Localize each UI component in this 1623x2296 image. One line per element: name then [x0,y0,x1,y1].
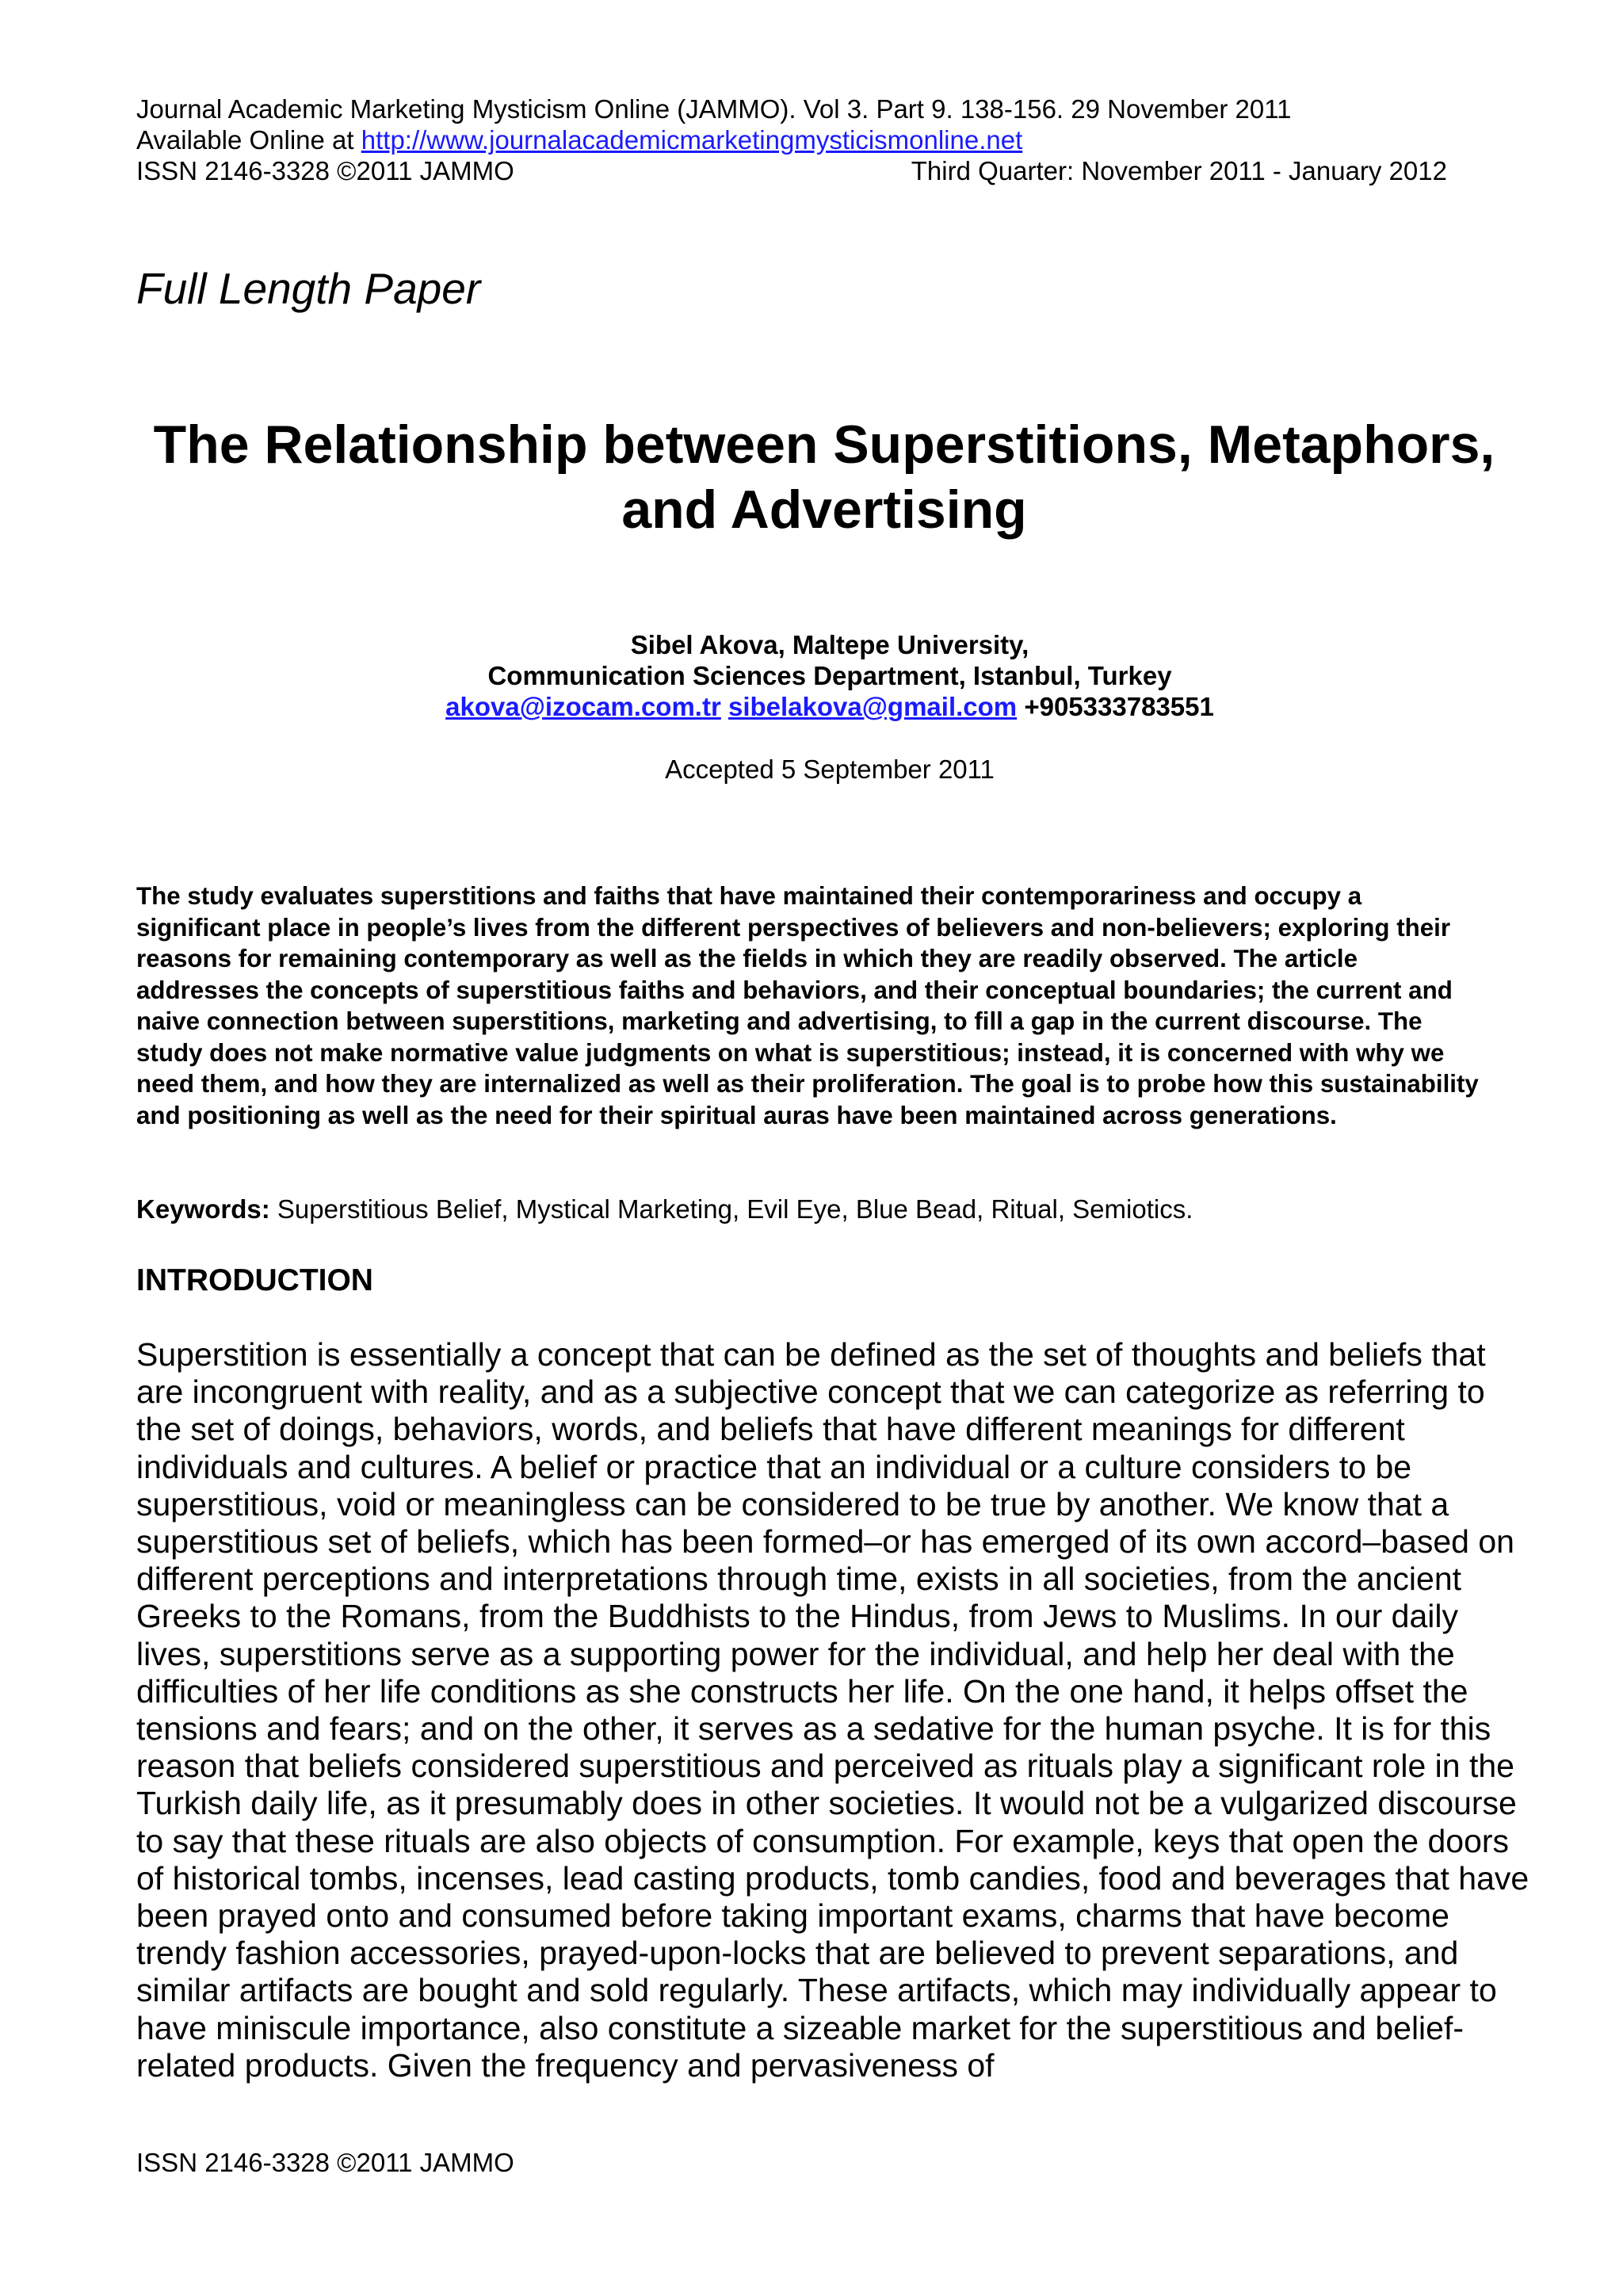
availability-line [136,124,1460,155]
issn-row [136,155,1447,186]
introduction-body: Superstition is essentially a concept that can be defined as the set of thoughts and beliefs that are incongruent with reality, and as a subjective concept that we can categorize as referring to the set of doings, behaviors, words, and beliefs that have different meanings for different individuals and cultures. A belief or practice that an individual or a culture considers to be superstitious, void or meaningless can be considered to be true by another. We know that a superstitious set of beliefs, which has been formed–or has emerged of its own accord–based on different perceptions and interpretations through time, exists in all societies, from the ancient Greeks to the Romans, from the Buddhists to the Hindus, from Jews to Muslims. In our daily lives, superstitions serve as a supporting power for the individual, and help her deal with the difficulties of her life conditions as she constructs her life. On the one hand, it helps offset the tensions and fears; and on the other, it serves as a sedative for the human psyche. It is for this reason that beliefs considered superstitious and perceived as rituals play a significant role in the Turkish daily life, as it presumably does in other societies. It would not be a vulgarized discourse to say that these rituals are also objects of consumption. For example, keys that open the doors of historical tombs, incenses, lead casting products, tomb candies, food and beverages that have been prayed onto and consumed before taking important exams, charms that have become trendy fashion accessories, prayed-upon-locks that are believed to prevent separations, and similar artifacts are bought and sold regularly. These artifacts, which may individually appear to have miniscule importance, also constitute a sizeable market for the superstitious and belief-related products. Given the frequency and pervasiveness of [136,1336,1529,2084]
author-affiliation: Sibel Akova, Maltepe University, [630,630,1029,659]
keywords [136,1194,1484,1224]
quarter-text: Third Quarter: November 2011 - January 2012 [911,156,1447,185]
author-contacts [136,691,1523,722]
paper-title [95,412,1553,542]
page-footer: ISSN 2146-3328 ©2011 JAMMO [136,2148,514,2177]
abstract: The study evaluates superstitions and faiths that have maintained their contemporariness and occupy a significant place in people’s lives from the different perspectives of believers and non-believers; exploring their reasons for remaining contemporary as well as the fields in which they are readily observed. The article addresses the concepts of superstitious faiths and behaviors, and their conceptual boundaries; the current and naive connection between superstitions, marketing and advertising, to fill a gap in the current discourse. The study does not make normative value judgments on what is superstitious; instead, it is concerned with why we need them, and how they are internalized as well as their proliferation. The goal is to probe how this sustainability and positioning as well as the need for their spiritual auras have been maintained across generations. [136,882,1479,1129]
keywords-label: Keywords: [136,1194,270,1224]
introduction-heading: INTRODUCTION [136,1263,373,1297]
author-department: Communication Sciences Department, Istanbul, Turkey [487,661,1172,690]
email-link-2[interactable]: sibelakova@gmail.com [727,692,1018,721]
title-line-2: and Advertising [621,479,1027,540]
keywords-list: Superstitious Belief, Mystical Marketing, Evil Eye, Blue Bead, Ritual, Semiotics. [277,1194,1193,1224]
availability-prefix: Available Online at [136,125,361,155]
journal-citation: Journal Academic Marketing Mysticism Online (JAMMO). Vol 3. Part 9. 138-156. 29 November 2011 [136,94,1292,124]
journal-url-link[interactable]: http://www.journalacademicmarketingmysticismonline.net [361,125,1023,155]
phone-number: +905333783551 [1024,692,1214,721]
section-label: Full Length Paper [136,264,481,313]
title-line-1: The Relationship between Superstitions, Metaphors, [153,415,1495,475]
accepted-date: Accepted 5 September 2011 [665,755,995,784]
author-block [136,629,1523,722]
email-link-1[interactable]: akova@izocam.com.tr [445,692,721,721]
issn-text: ISSN 2146-3328 ©2011 JAMMO [136,156,514,185]
journal-header [136,94,1460,186]
